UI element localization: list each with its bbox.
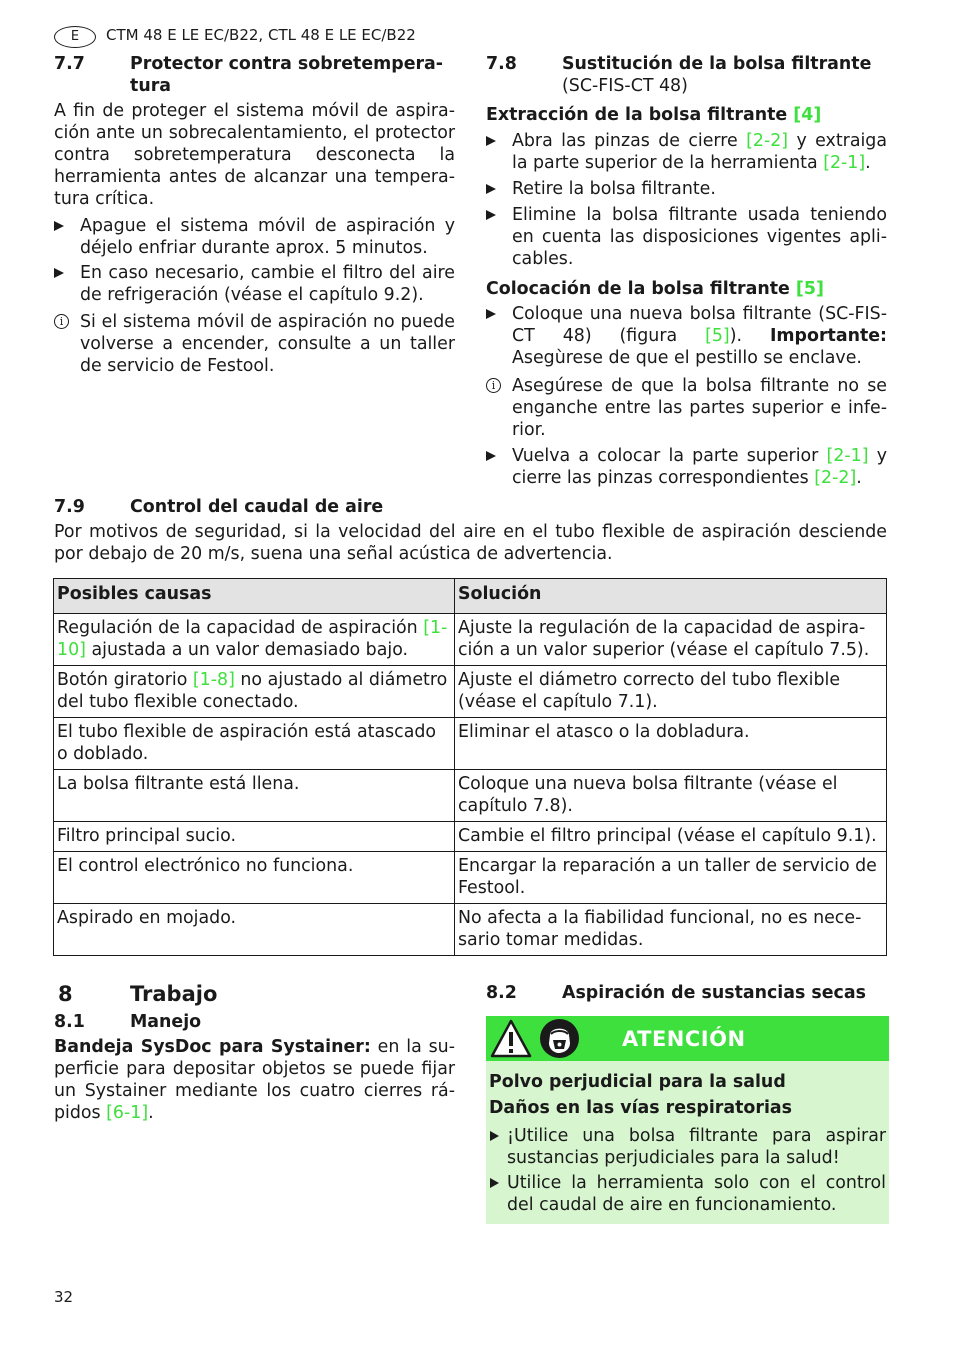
arrow-bullet-icon — [486, 309, 496, 319]
section-8-2-heading — [486, 982, 886, 1004]
list-item-text: Apague el sistema móvil de aspiración y déjelo enfriar durante aprox. 5 minutos. — [80, 216, 455, 258]
consequence-line: Daños en las vías respiratorias — [489, 1098, 793, 1118]
extraction-heading-text: Extracción de la bolsa filtrante — [486, 105, 788, 125]
column-header-solution: Solución — [455, 579, 887, 614]
section-subtitle: (SC-FIS-CT 48) — [562, 76, 688, 96]
list-item-text: En caso necesario, cambie el filtro del aire de refrigeración (véase el capítulo 9.2). — [80, 263, 455, 305]
table-cell: Regulación de la capacidad de aspiración [1-10] ajustada a un valor demasiado bajo. — [54, 614, 455, 666]
section-title: Manejo — [130, 1012, 202, 1032]
arrow-bullet-icon — [490, 1131, 499, 1141]
sysdoc-label: Bandeja SysDoc para Systainer: — [54, 1037, 371, 1057]
table-row — [54, 718, 887, 770]
table-cell: Filtro principal sucio. — [54, 822, 455, 852]
info-icon: i — [54, 314, 69, 329]
section-title: Aspiración de sustancias secas — [562, 983, 866, 1003]
section-title: Sustitución de la bolsa filtrante — [562, 54, 872, 74]
table-row — [54, 666, 887, 718]
language-badge: E — [54, 26, 96, 48]
section-7-7-paragraph: A fin de proteger el sistema móvil de aspiración ante un sobrecalentamiento, el protector contra sobretemperatura desconecta la herramienta antes de alcanzar una temperatura crítica. — [54, 101, 455, 209]
table-cell: El tubo flexible de aspiración está atascado o doblado. — [54, 718, 455, 770]
table-row — [54, 904, 887, 956]
section-number: 7.7 — [54, 54, 85, 74]
figure-ref: [2-2] — [814, 468, 857, 488]
warning-header-bar — [486, 1016, 889, 1061]
table-row — [54, 614, 887, 666]
header-title: CTM 48 E LE EC/B22, CTL 48 E LE EC/B22 — [106, 26, 416, 44]
section-title-line1: Protector contra sobretempera- — [130, 54, 444, 74]
section-7-8-heading — [486, 53, 886, 75]
figure-ref: [6-1] — [106, 1103, 149, 1123]
chapter-title: Trabajo — [130, 982, 218, 1006]
arrow-bullet-icon — [486, 210, 496, 220]
section-number: 8.2 — [486, 983, 517, 1003]
troubleshooting-table — [53, 578, 887, 956]
section-number: 7.8 — [486, 54, 517, 74]
column-header-causes: Posibles causas — [54, 579, 455, 614]
list-item-text: Coloque una nueva bolsa filtrante (SC-FIS-CT 48) (figura [5]). Importante: Asegùrese de que el pestillo se enclave. — [512, 304, 888, 368]
table-cell: Ajuste el diámetro correcto del tubo flexible (véase el capítulo 7.1). — [455, 666, 887, 718]
important-label: Importante: — [769, 326, 888, 346]
list-item-text: Utilice la herramienta solo con el control del caudal de aire en funcionamiento. — [507, 1173, 886, 1215]
chapter-number: 8 — [58, 982, 73, 1006]
warning-title: ATENCIÓN — [622, 1027, 746, 1051]
info-note-text: Asegúrese de que la bolsa filtrante no se enganche entre las partes superior e inferior. — [512, 376, 887, 440]
section-8-1-paragraph: Bandeja SysDoc para Systainer: en la superficie para depositar objetos se puede fijar un Systainer mediante los cuatro cierres rápidos [6-1]. — [54, 1037, 455, 1123]
table-cell: Cambie el filtro principal (véase el capítulo 9.1). — [455, 822, 887, 852]
table-cell: Encargar la reparación a un taller de servicio de Festool. — [455, 852, 887, 904]
table-header-row — [54, 579, 887, 614]
warning-box — [486, 1016, 889, 1224]
hazard-line: Polvo perjudicial para la salud — [489, 1072, 786, 1092]
arrow-bullet-icon — [486, 451, 496, 461]
table-cell: No afecta a la fiabilidad funcional, no es necesario tomar medidas. — [455, 904, 887, 956]
section-8-1-heading — [54, 1011, 454, 1033]
figure-ref: [5] — [705, 326, 730, 346]
section-7-9-paragraph: Por motivos de seguridad, si la velocidad del aire en el tubo flexible de aspiración desciende por debajo de 20 m/s, suena una señal acústica de advertencia. — [54, 522, 887, 564]
placement-heading-text: Colocación de la bolsa filtrante — [486, 279, 790, 299]
arrow-bullet-icon — [490, 1178, 499, 1188]
table-cell: Botón giratorio [1-8] no ajustado al diámetro del tubo flexible conectado. — [54, 666, 455, 718]
list-item-text: Abra las pinzas de cierre [2-2] y extraiga la parte superior de la herramienta [2-1]. — [512, 131, 887, 173]
table-row — [54, 852, 887, 904]
table-cell: Aspirado en mojado. — [54, 904, 455, 956]
info-note-text: Si el sistema móvil de aspiración no puede volverse a encender, consulte a un taller de servicio de Festool. — [80, 312, 455, 376]
list-item-text: Vuelva a colocar la parte superior [2-1] y cierre las pinzas correspondientes [2-2]. — [512, 446, 888, 488]
list-item-text: Retire la bolsa filtrante. — [512, 179, 716, 199]
arrow-bullet-icon — [486, 184, 496, 194]
figure-ref: [2-1] — [826, 446, 869, 466]
figure-ref: [2-1] — [823, 153, 866, 173]
respirator-mask-icon — [539, 1018, 580, 1059]
section-7-9-heading — [54, 496, 554, 518]
table-cell: La bolsa filtrante está llena. — [54, 770, 455, 822]
list-item-text: Elimine la bolsa filtrante usada teniendo en cuenta las disposiciones vigentes aplicables. — [512, 205, 887, 269]
arrow-bullet-icon — [54, 268, 64, 278]
figure-ref: [2-2] — [746, 131, 789, 151]
table-row — [54, 822, 887, 852]
table-row — [54, 770, 887, 822]
warning-triangle-icon — [490, 1019, 532, 1058]
table-cell: El control electrónico no funciona. — [54, 852, 455, 904]
figure-ref: [1-8] — [192, 670, 235, 690]
arrow-bullet-icon — [486, 136, 496, 146]
figure-ref: [4] — [793, 105, 822, 125]
section-number: 8.1 — [54, 1012, 85, 1032]
list-item-text: ¡Utilice una bolsa filtrante para aspirar sustancias perjudiciales para la salud! — [507, 1126, 886, 1168]
section-title: Control del caudal de aire — [130, 497, 384, 517]
info-icon: i — [486, 378, 501, 393]
section-number: 7.9 — [54, 497, 85, 517]
extraction-heading — [486, 104, 821, 126]
placement-heading — [486, 278, 824, 300]
arrow-bullet-icon — [54, 221, 64, 231]
table-cell: Eliminar el atasco o la dobladura. — [455, 718, 887, 770]
figure-ref: [1-10] — [57, 618, 448, 660]
section-7-7-heading — [54, 53, 454, 97]
section-title-line2: tura — [130, 76, 172, 96]
page-number: 32 — [54, 1288, 74, 1306]
figure-ref: [5] — [795, 279, 824, 299]
table-cell: Ajuste la regulación de la capacidad de aspiración a un valor superior (véase el capítulo 7.5). — [455, 614, 887, 666]
table-cell: Coloque una nueva bolsa filtrante (véase el capítulo 7.8). — [455, 770, 887, 822]
